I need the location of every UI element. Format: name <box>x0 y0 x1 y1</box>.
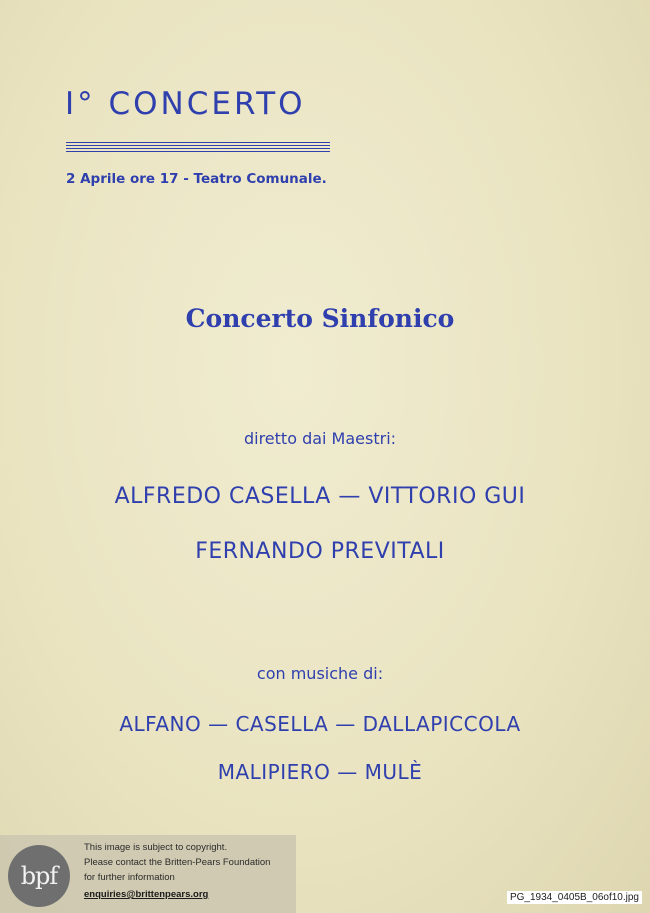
copyright-notice <box>0 835 296 913</box>
conductors-line-2: FERNANDO PREVITALI <box>195 539 445 564</box>
bpf-logo <box>8 845 70 907</box>
notice-email-link[interactable]: enquiries@brittenpears.org <box>84 889 209 900</box>
image-reference: PG_1934_0405B_06of10.jpg <box>507 891 642 904</box>
concert-title: I° CONCERTO <box>65 86 306 122</box>
notice-line-1: This image is subject to copyright. <box>84 842 228 853</box>
composers-line-1: ALFANO — CASELLA — DALLAPICCOLA <box>119 712 521 736</box>
concert-name: Concerto Sinfonico <box>185 304 455 333</box>
bpf-logo-text: bpf <box>20 862 58 890</box>
composers-line-2: MALIPIERO — MULÈ <box>217 760 423 784</box>
date-venue: 2 Aprile ore 17 - Teatro Comunale. <box>66 171 327 187</box>
notice-line-2: Please contact the Britten-Pears Foundation <box>84 857 271 868</box>
conductors-line-1: ALFREDO CASELLA — VITTORIO GUI <box>114 484 526 509</box>
bleed-through-text <box>470 74 480 109</box>
notice-line-3: for further information <box>84 872 175 883</box>
title-rule <box>66 142 330 154</box>
conducted-by-label: diretto dai Maestri: <box>243 429 397 448</box>
music-by-label: con musiche di: <box>256 664 384 683</box>
